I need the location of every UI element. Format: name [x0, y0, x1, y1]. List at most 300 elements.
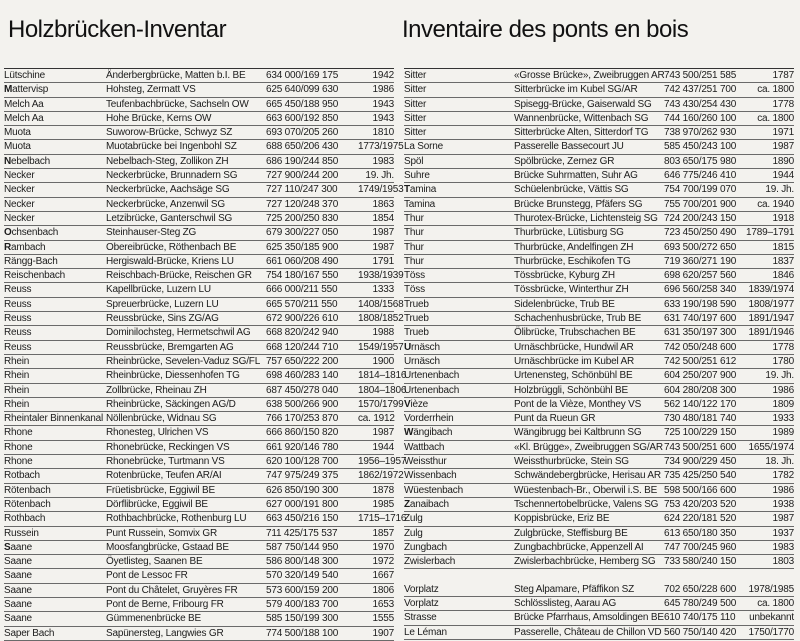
coordinates-cell: 727 120/248 370 — [266, 198, 339, 210]
bridge-name-cell: Obereibrücke, Röthenbach BE — [106, 241, 237, 253]
river-name: Suhre — [404, 170, 430, 182]
river-name: Le Léman — [404, 626, 447, 638]
coordinates-cell: 733 580/240 150 — [664, 556, 737, 568]
river-name: rnäsch — [411, 341, 440, 353]
river-name: Töss — [404, 270, 425, 282]
river-cell — [404, 283, 514, 296]
coordinates-cell: 724 200/243 150 — [664, 212, 737, 224]
river-name: Necker — [4, 212, 35, 224]
river-name: Muota — [4, 127, 31, 139]
year-cell: 1944 — [372, 441, 394, 453]
bridge-name-cell: Rotenbrücke, Teufen AR/AI — [106, 470, 222, 482]
river-name: Rhein — [4, 384, 30, 396]
bridge-name-cell: Brücke Pfarrhaus, Amsoldingen BE — [514, 612, 664, 624]
coordinates-cell: 625 350/185 900 — [266, 241, 339, 253]
table-row — [404, 597, 794, 611]
year-cell: 1782 — [772, 470, 794, 482]
table-row — [4, 569, 394, 583]
coordinates-cell: 735 425/250 540 — [664, 470, 737, 482]
year-cell: 1983 — [772, 541, 794, 553]
year-cell: 1988 — [372, 327, 394, 339]
table-row — [404, 183, 794, 197]
year-cell: 1846 — [772, 270, 794, 282]
river-cell — [404, 83, 514, 96]
bridge-name-cell: Passerelle Bassecourt JU — [514, 141, 624, 153]
table-row — [4, 455, 407, 469]
river-cell — [404, 241, 514, 254]
river-cell — [4, 183, 106, 196]
bridge-table-left — [4, 68, 407, 641]
year-cell: 1971 — [772, 127, 794, 139]
river-cell — [4, 341, 106, 354]
bridge-name-cell: Hohe Brücke, Kerns OW — [106, 112, 212, 124]
table-row — [404, 326, 794, 340]
river-cell — [4, 355, 106, 368]
bridge-name-cell: Rothbachbrücke, Rothenburg LU — [106, 513, 247, 525]
year-cell: 19. Jh. — [765, 370, 794, 382]
bridge-name-cell: Thurotex-Brücke, Lichtensteig SG — [514, 212, 658, 224]
river-name: Sitter — [404, 112, 427, 124]
coordinates-cell: 573 600/159 200 — [266, 584, 339, 596]
bridge-name-cell: Zungbachbrücke, Appenzell AI — [514, 541, 644, 553]
coordinates-cell: 719 360/271 190 — [664, 255, 737, 267]
river-cell — [4, 198, 106, 211]
table-row — [404, 155, 794, 169]
year-cell: 1891/1946 — [748, 327, 794, 339]
table-row — [4, 369, 407, 383]
coordinates-cell: 747 700/245 960 — [664, 541, 737, 553]
coordinates-cell: 613 650/180 350 — [664, 527, 737, 539]
coordinates-cell: 725 200/250 830 — [266, 212, 339, 224]
table-row — [4, 498, 394, 512]
table-row — [4, 155, 394, 169]
table-row — [404, 611, 794, 625]
river-name: Rothbach — [4, 513, 46, 525]
bridge-name-cell: Urtenensteg, Schönbühl BE — [514, 370, 633, 382]
river-name: Wattbach — [404, 441, 445, 453]
year-cell: ca. 1940 — [757, 198, 794, 210]
table-row — [404, 269, 794, 283]
bridge-name-cell: Zulgbrücke, Steffisburg BE — [514, 527, 628, 539]
bridge-name-cell: «Kl. Brügge», Zweibruggen SG/AR — [514, 441, 663, 453]
year-cell: 1983 — [372, 155, 394, 167]
page-title-german: Holzbrücken-Inventar — [8, 16, 227, 43]
coordinates-cell: 672 900/226 610 — [266, 313, 339, 325]
coordinates-cell: 730 480/181 740 — [664, 413, 737, 425]
river-cell — [4, 283, 106, 296]
bridge-name-cell: Urnäschbrücke, Hundwil AR — [514, 341, 634, 353]
table-row — [404, 441, 794, 455]
river-name: ebelbach — [11, 155, 51, 167]
river-initial: V — [404, 398, 411, 410]
table-row — [4, 412, 394, 426]
coordinates-cell: 687 450/278 040 — [266, 384, 339, 396]
coordinates-cell: 663 450/216 150 — [266, 513, 339, 525]
coordinates-cell: 638 500/266 900 — [266, 398, 339, 410]
table-row — [404, 126, 794, 140]
river-cell — [4, 269, 106, 282]
river-name: Necker — [4, 184, 35, 196]
coordinates-cell: 646 775/246 410 — [664, 170, 737, 182]
year-cell: 1891/1947 — [748, 313, 794, 325]
river-name: Zulg — [404, 513, 423, 525]
river-name: Weissthur — [404, 456, 447, 468]
coordinates-cell: 753 420/203 520 — [664, 498, 737, 510]
coordinates-cell: 666 000/211 550 — [266, 284, 338, 296]
bridge-name-cell: Hergiswald-Brücke, Kriens LU — [106, 255, 234, 267]
bridge-name-cell: Rheinbrücke, Diessenhofen TG — [106, 370, 240, 382]
table-row — [404, 241, 794, 255]
coordinates-cell: 774 500/188 100 — [266, 627, 339, 639]
year-cell: 1570/1799 — [358, 398, 404, 410]
river-initial: U — [404, 341, 412, 353]
table-row — [4, 441, 394, 455]
river-name: Spöl — [404, 155, 424, 167]
year-cell: 1987 — [372, 241, 394, 253]
year-cell: 1978/1985 — [748, 583, 794, 595]
bridge-name-cell: Sapünersteg, Langwies GR — [106, 627, 224, 639]
river-name: Saane — [4, 584, 32, 596]
river-cell — [404, 126, 514, 139]
bridge-name-cell: Pont de Berne, Fribourg FR — [106, 598, 224, 610]
bridge-name-cell: Koppisbrücke, Eriz BE — [514, 513, 610, 525]
coordinates-cell: 766 170/253 870 — [266, 413, 339, 425]
year-cell: 1933 — [772, 413, 794, 425]
table-row — [4, 598, 394, 612]
table-row — [4, 112, 394, 126]
coordinates-cell: 610 740/175 110 — [664, 612, 736, 624]
river-name: Lütschine — [4, 70, 46, 81]
river-name: Sitter — [404, 127, 427, 139]
year-cell: 1408/1568 — [358, 298, 404, 310]
river-cell — [4, 226, 106, 239]
table-row — [404, 583, 794, 597]
bridge-name-cell: Schüelenbrücke, Vättis SG — [514, 184, 629, 196]
river-cell — [404, 412, 514, 425]
year-cell: 1837 — [772, 255, 794, 267]
river-name: Saper Bach — [4, 627, 55, 639]
river-cell — [4, 426, 106, 439]
year-cell: 1986 — [372, 84, 394, 96]
coordinates-cell: 693 070/205 260 — [266, 127, 339, 139]
river-name: Rhein — [4, 398, 30, 410]
coordinates-cell: 727 110/247 300 — [266, 184, 338, 196]
river-cell — [404, 455, 514, 468]
bridge-name-cell: Rhonebrücke, Reckingen VS — [106, 441, 230, 453]
year-cell: 1862/1972 — [358, 470, 404, 482]
coordinates-cell: 661 060/208 490 — [266, 255, 339, 267]
bridge-name-cell: Rheinbrücke, Säckingen AG/D — [106, 398, 236, 410]
table-row — [404, 398, 794, 412]
river-name: ièze — [410, 398, 429, 410]
year-cell: 1549/1957 — [358, 341, 404, 353]
coordinates-cell: 744 160/260 100 — [664, 112, 737, 124]
bridge-name-cell: Steg Alpamare, Pfäffikon SZ — [514, 583, 635, 595]
table-row — [4, 326, 394, 340]
table-row — [4, 98, 394, 112]
year-cell: 1938 — [772, 498, 794, 510]
table-row — [4, 126, 394, 140]
table-row — [4, 255, 394, 269]
coordinates-cell: 586 800/148 300 — [266, 556, 339, 568]
table-row — [4, 198, 394, 212]
bridge-name-cell: Ölibrücke, Trubschachen BE — [514, 327, 636, 339]
river-name: ängibach — [413, 427, 453, 439]
river-initial: Z — [404, 498, 410, 510]
coordinates-cell: 624 220/181 520 — [664, 513, 737, 525]
river-cell — [4, 69, 106, 82]
year-cell: 1878 — [372, 484, 394, 496]
river-initial: T — [404, 184, 410, 196]
river-cell — [4, 83, 106, 96]
table-row — [404, 512, 794, 526]
table-row — [4, 584, 394, 598]
river-name: Reuss — [4, 327, 32, 339]
river-cell — [404, 155, 514, 168]
river-cell — [4, 412, 106, 425]
table-row — [4, 241, 394, 255]
table-row — [4, 527, 394, 541]
year-cell: 1918 — [772, 212, 794, 224]
river-initial: W — [404, 427, 414, 439]
bridge-name-cell: Nebelbach-Steg, Zollikon ZH — [106, 155, 229, 167]
table-row — [404, 169, 794, 183]
year-cell: 1808/1852 — [358, 313, 404, 325]
year-cell: 1653 — [372, 598, 394, 610]
coordinates-cell: 633 190/198 590 — [664, 298, 737, 310]
coordinates-cell: 668 820/242 940 — [266, 327, 339, 339]
table-row — [404, 498, 794, 512]
river-cell — [4, 369, 106, 382]
river-cell — [4, 555, 106, 568]
river-cell — [404, 198, 514, 211]
river-name: Melch Aa — [4, 112, 44, 124]
river-name: Zulg — [404, 527, 423, 539]
year-cell: 1986 — [772, 384, 794, 396]
river-name: Strasse — [404, 612, 437, 624]
river-name: amina — [409, 184, 437, 196]
coordinates-cell: 757 650/222 200 — [266, 355, 339, 367]
coordinates-cell: 738 970/262 930 — [664, 127, 737, 139]
coordinates-cell: 604 280/208 300 — [664, 384, 737, 396]
table-row — [404, 312, 794, 326]
river-name: Rhone — [4, 456, 33, 468]
river-cell — [4, 498, 106, 511]
river-cell — [4, 155, 106, 168]
river-name: ambach — [11, 241, 46, 253]
river-name: Töss — [404, 284, 425, 296]
year-cell: 1907 — [372, 627, 394, 639]
river-initial: M — [4, 84, 13, 96]
river-name: Reuss — [4, 341, 32, 353]
bridge-name-cell: Tössbrücke, Kyburg ZH — [514, 270, 615, 282]
river-cell — [4, 140, 106, 153]
bridge-name-cell: Teufenbachbrücke, Sachseln OW — [106, 98, 249, 110]
coordinates-cell: 742 050/248 600 — [664, 341, 737, 353]
year-cell: 1815 — [772, 241, 794, 253]
river-cell — [404, 98, 514, 111]
bridge-name-cell: Steinhauser-Steg ZG — [106, 227, 197, 239]
bridge-name-cell: Spölbrücke, Zernez GR — [514, 155, 615, 167]
river-cell — [4, 441, 106, 454]
year-cell: 1808/1977 — [748, 298, 794, 310]
bridge-name-cell: Letzibrücke, Ganterschwil SG — [106, 212, 233, 224]
river-name: Wüestenbach — [404, 484, 463, 496]
river-name: Thur — [404, 212, 424, 224]
river-name: Urtenenbach — [404, 370, 460, 382]
year-cell: 1814–1816 — [358, 370, 407, 382]
year-cell: 1987 — [772, 513, 794, 525]
bridge-name-cell: Dörflibrücke, Eggiwil BE — [106, 498, 208, 510]
river-cell — [404, 112, 514, 125]
river-name: Vorderrhein — [404, 413, 454, 425]
table-row — [4, 426, 394, 440]
river-cell — [404, 355, 514, 368]
year-cell: 1986 — [772, 484, 794, 496]
table-row — [4, 83, 394, 97]
river-cell — [404, 341, 514, 354]
year-cell: 1987 — [372, 427, 394, 439]
river-name: Tamina — [404, 198, 436, 210]
river-cell — [4, 469, 106, 482]
year-cell: 1749/1953 — [358, 184, 404, 196]
table-row — [4, 69, 394, 83]
bridge-name-cell: Sitterbrücke Alten, Sitterdorf TG — [514, 127, 649, 139]
year-cell: 1667 — [372, 570, 394, 582]
river-cell — [404, 583, 514, 596]
bridge-name-cell: Pont de la Vièze, Monthey VS — [514, 398, 642, 410]
year-cell: ca. 1800 — [757, 597, 794, 609]
coordinates-cell: 755 700/201 900 — [664, 198, 737, 210]
coordinates-cell: 725 100/229 150 — [664, 427, 737, 439]
table-row — [404, 83, 794, 97]
bridge-name-cell: Rhonesteg, Ulrichen VS — [106, 427, 209, 439]
river-cell — [4, 627, 106, 640]
river-cell — [404, 255, 514, 268]
year-cell: 1987 — [772, 141, 794, 153]
river-name: Zungbach — [404, 541, 447, 553]
coordinates-cell: 711 425/175 537 — [266, 527, 338, 539]
year-cell: 1938/1939 — [358, 270, 404, 282]
river-name: Trueb — [404, 313, 429, 325]
river-cell — [404, 541, 514, 554]
river-cell — [404, 527, 514, 540]
table-row — [4, 341, 404, 355]
table-row — [4, 269, 404, 283]
year-cell: 1787 — [772, 70, 794, 81]
river-cell — [4, 398, 106, 411]
year-cell: 1900 — [372, 355, 394, 367]
year-cell: 1943 — [372, 98, 394, 110]
bridge-name-cell: Gümmenenbrücke BE — [106, 613, 201, 625]
coordinates-cell: 803 650/175 980 — [664, 155, 737, 167]
coordinates-cell: 693 500/272 650 — [664, 241, 737, 253]
river-cell — [4, 112, 106, 125]
table-row — [4, 612, 394, 626]
river-initial: S — [4, 541, 11, 553]
bridge-name-cell: Thurbrücke, Lütisburg SG — [514, 227, 624, 239]
table-row — [404, 541, 794, 555]
river-name: Rötenbach — [4, 484, 51, 496]
river-cell — [404, 498, 514, 511]
bridge-name-cell: Punt Russein, Somvix GR — [106, 527, 217, 539]
river-name: Sitter — [404, 70, 427, 81]
river-cell — [404, 484, 514, 497]
bridge-name-cell: Reussbrücke, Bremgarten AG — [106, 341, 234, 353]
table-row — [4, 183, 404, 197]
coordinates-cell: 742 500/251 612 — [664, 355, 737, 367]
year-cell: 1789–1791 — [746, 227, 795, 239]
bridge-name-cell: Passerelle, Château de Chillon VD — [514, 626, 662, 638]
river-cell — [404, 140, 514, 153]
river-cell — [404, 384, 514, 397]
year-cell: 1890 — [772, 155, 794, 167]
year-cell: 18. Jh. — [765, 456, 794, 468]
coordinates-cell: 698 620/257 560 — [664, 270, 737, 282]
bridge-name-cell: Schlösslisteg, Aarau AG — [514, 597, 617, 609]
year-cell: 1804–1806 — [358, 384, 407, 396]
river-name: Urtenenbach — [404, 384, 460, 396]
river-name: Rheintaler Binnenkanal — [4, 413, 104, 425]
coordinates-cell: 570 320/149 540 — [266, 570, 339, 582]
year-cell: 1773/1975 — [358, 141, 404, 153]
coordinates-cell: 723 450/250 490 — [664, 227, 737, 239]
river-name: Sitter — [404, 84, 427, 96]
bridge-name-cell: Öyetlisteg, Saanen BE — [106, 556, 203, 568]
river-cell — [404, 512, 514, 525]
river-cell — [404, 69, 514, 82]
bridge-name-cell: Neckerbrücke, Anzenwil SG — [106, 198, 225, 210]
river-cell — [404, 398, 514, 411]
table-row — [404, 626, 794, 640]
bridge-name-cell: Zwislerbachbrücke, Hemberg SG — [514, 556, 656, 568]
river-name: Saane — [4, 570, 32, 582]
table-row — [404, 226, 794, 240]
table-row — [404, 555, 794, 569]
river-name: Necker — [4, 198, 35, 210]
table-row — [404, 426, 794, 440]
river-name: Thur — [404, 241, 424, 253]
river-name: Rhein — [4, 370, 30, 382]
river-cell — [404, 326, 514, 339]
river-cell — [4, 598, 106, 611]
river-cell — [4, 212, 106, 225]
year-cell: 1715–1716 — [358, 513, 407, 525]
year-cell: 1942 — [372, 70, 394, 81]
bridge-name-cell: Muotabrücke bei Ingenbohl SZ — [106, 141, 237, 153]
bridge-name-cell: Änderbergbrücke, Matten b.I. BE — [106, 70, 246, 81]
table-row — [4, 469, 404, 483]
coordinates-cell: 625 640/099 630 — [266, 84, 339, 96]
river-cell — [4, 584, 106, 597]
coordinates-cell: 579 400/183 700 — [266, 598, 339, 610]
coordinates-cell: 698 460/283 140 — [266, 370, 339, 382]
river-name: Rötenbach — [4, 498, 51, 510]
table-row — [404, 140, 794, 154]
river-initial: R — [4, 241, 12, 253]
bridge-name-cell: Wannenbrücke, Wittenbach SG — [514, 112, 649, 124]
table-row — [404, 384, 794, 398]
table-row — [404, 455, 794, 469]
river-cell — [4, 541, 106, 554]
year-cell: 1972 — [372, 556, 394, 568]
table-row — [4, 212, 394, 226]
river-name: Trueb — [404, 327, 429, 339]
table-row — [4, 312, 404, 326]
coordinates-cell: 688 650/206 430 — [266, 141, 339, 153]
table-row — [404, 355, 794, 369]
bridge-name-cell: Thurbrücke, Andelfingen ZH — [514, 241, 634, 253]
